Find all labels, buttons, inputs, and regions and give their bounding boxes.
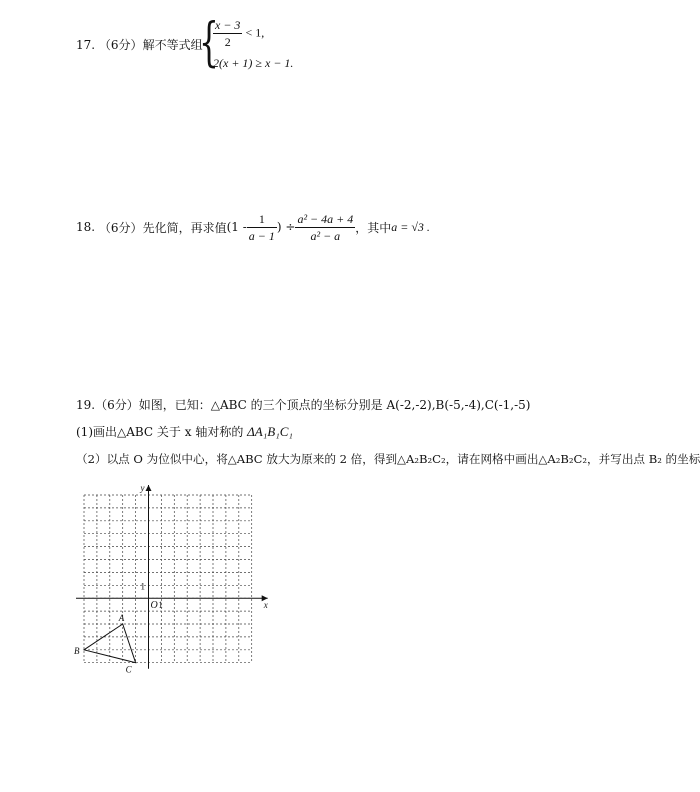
q18-fraction-2-numerator: a² − 4a + 4 <box>297 211 354 226</box>
q19-line3: （2）以点 O 为位似中心，将△ABC 放大为原来的 2 倍，得到△A₂B₂C₂，请在网格中画出△A₂B₂C₂，并写出点 B₂ 的坐标 <box>76 452 700 466</box>
q19-line1-text: 如图，已知：△ABC 的三个顶点的坐标分别是 A(-2,-2),B(-5,-4),C(-1,-5) <box>138 398 531 412</box>
q17-ineq1-denominator: 2 <box>224 35 231 49</box>
q17-number: 17. <box>76 38 96 52</box>
q17-points: （6分） <box>98 38 143 52</box>
q18-number: 18. <box>76 220 96 234</box>
q18-fraction-2-denominator: a² − a <box>310 228 341 243</box>
origin-label: O <box>150 600 158 612</box>
q19-number: 19. <box>76 398 96 412</box>
q18-stem: 先化简，再求值 <box>142 220 227 235</box>
q19-line2-text: (1)画出△ABC 关于 x 轴对称的 <box>76 425 244 439</box>
vertex-a-label: A <box>118 613 125 623</box>
coordinate-grid-figure <box>70 485 285 690</box>
q17-header <box>76 36 203 53</box>
q18-open: (1 - <box>226 220 247 234</box>
q18-fraction-1-denominator: a − 1 <box>248 228 275 243</box>
y-unit-label: 1 <box>140 581 145 592</box>
q19-points: （6分） <box>95 398 139 412</box>
x-axis-label: x <box>263 600 268 611</box>
y-axis-arrow <box>146 485 152 491</box>
q18-fraction-1 <box>247 211 277 244</box>
q19-line1 <box>76 396 530 413</box>
x-unit-label: 1 <box>158 600 163 611</box>
q18-fraction-1-numerator: 1 <box>247 211 277 228</box>
q17-ineq1 <box>213 17 264 50</box>
q17-ineq1-numerator: x − 3 <box>215 18 241 32</box>
q17-ineq2: 2(x + 1) ≥ x − 1. <box>213 56 294 70</box>
vertex-c-label: C <box>125 664 132 675</box>
q17-ineq1-relation: < 1, <box>245 25 265 40</box>
q18-line <box>76 209 430 245</box>
q18-points: （6分） <box>98 220 143 235</box>
y-axis-label: y <box>140 485 145 493</box>
q19-line2 <box>76 423 293 440</box>
q18-close-div: ) ÷ <box>276 220 296 234</box>
q17-ineq1-fraction <box>213 17 242 50</box>
q18-fraction-2 <box>295 211 355 244</box>
q18-tail-math: a = √3 . <box>391 219 430 234</box>
grid-lines <box>84 495 252 663</box>
q19-line2-math: ΔA₁B₁C₁ <box>247 424 293 439</box>
q17-stem: 解不等式组 <box>142 38 203 52</box>
q17-brace: { <box>199 13 219 73</box>
q18-tail-pre: ，其中 <box>355 220 392 235</box>
vertex-b-label: B <box>74 645 80 656</box>
